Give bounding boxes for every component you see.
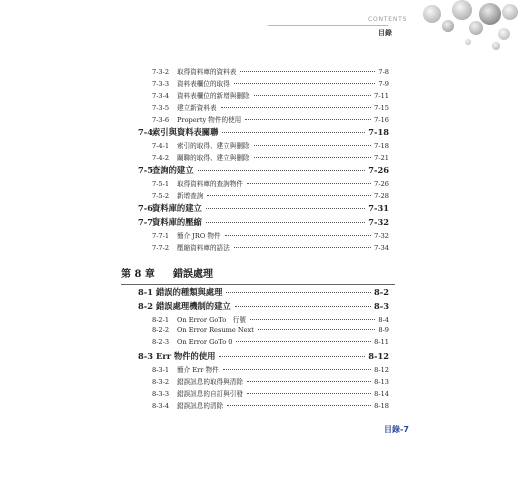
toc-section-entry[interactable]: 7-6 資料庫的建立 7-31 <box>138 203 389 213</box>
chapter-number: 第 8 章 <box>121 269 155 280</box>
chapter-rule <box>121 284 395 285</box>
toc-entry[interactable]: 7-3-2 取得資料庫的資料表 7-8 <box>152 68 389 76</box>
header-contents-label: CONTENTS <box>368 16 408 23</box>
toc-entry[interactable]: 8-2-1 On Error GoTo 行號 8-4 <box>152 316 389 324</box>
toc-entry[interactable]: 7-7-2 壓縮資料庫的語法 7-34 <box>152 244 389 252</box>
toc-section-entry[interactable]: 8-1 錯誤的種類與處理 8-2 <box>138 287 389 297</box>
chapter-title: 錯誤處理 <box>173 269 213 280</box>
toc-section-entry[interactable]: 7-5 查詢的建立 7-26 <box>138 165 389 175</box>
toc-entry[interactable]: 7-4-1 索引的取得、建立與刪除 7-18 <box>152 142 389 150</box>
toc-entry[interactable]: 8-2-2 On Error Resume Next 8-9 <box>152 326 389 334</box>
chapter-heading[interactable] <box>121 265 395 285</box>
toc-entry[interactable]: 7-5-2 新增查詢 7-28 <box>152 192 389 200</box>
toc-entry[interactable]: 7-5-1 取得資料庫的查詢物件 7-26 <box>152 180 389 188</box>
toc-section-entry[interactable]: 7-7 資料庫的壓縮 7-32 <box>138 217 389 227</box>
toc-entry[interactable]: 8-3-3 錯誤訊息的自訂與引發 8-14 <box>152 390 389 398</box>
footer-page-number: 目錄-7 <box>384 425 409 434</box>
toc-entry[interactable]: 8-3-4 錯誤訊息的清除 8-18 <box>152 402 389 410</box>
toc-section-entry[interactable]: 7-4 索引與資料表關聯 7-18 <box>138 127 389 137</box>
toc-entry[interactable]: 7-3-3 資料表欄位的取得 7-9 <box>152 80 389 88</box>
header-section-label: 目錄 <box>378 29 392 37</box>
toc-entry[interactable]: 7-4-2 關聯的取得、建立與刪除 7-21 <box>152 154 389 162</box>
toc-section-entry[interactable]: 8-2 錯誤處理機制的建立 8-3 <box>138 301 389 311</box>
toc-entry[interactable]: 7-7-1 簡介 JRO 物件 7-32 <box>152 232 389 240</box>
toc-entry[interactable]: 7-3-6 Property 物件的使用 7-16 <box>152 116 389 124</box>
toc-entry[interactable]: 8-3-1 簡介 Err 物件 8-12 <box>152 366 389 374</box>
toc-entry[interactable]: 7-3-4 資料表欄位的新增與刪除 7-11 <box>152 92 389 100</box>
toc-entry[interactable]: 8-3-2 錯誤訊息的取得與清除 8-13 <box>152 378 389 386</box>
toc-entry[interactable]: 8-2-3 On Error GoTo 0 8-11 <box>152 338 389 346</box>
toc-entry[interactable]: 7-3-5 建立新資料表 7-15 <box>152 104 389 112</box>
toc-section-entry[interactable]: 8-3 Err 物件的使用 8-12 <box>138 351 389 361</box>
